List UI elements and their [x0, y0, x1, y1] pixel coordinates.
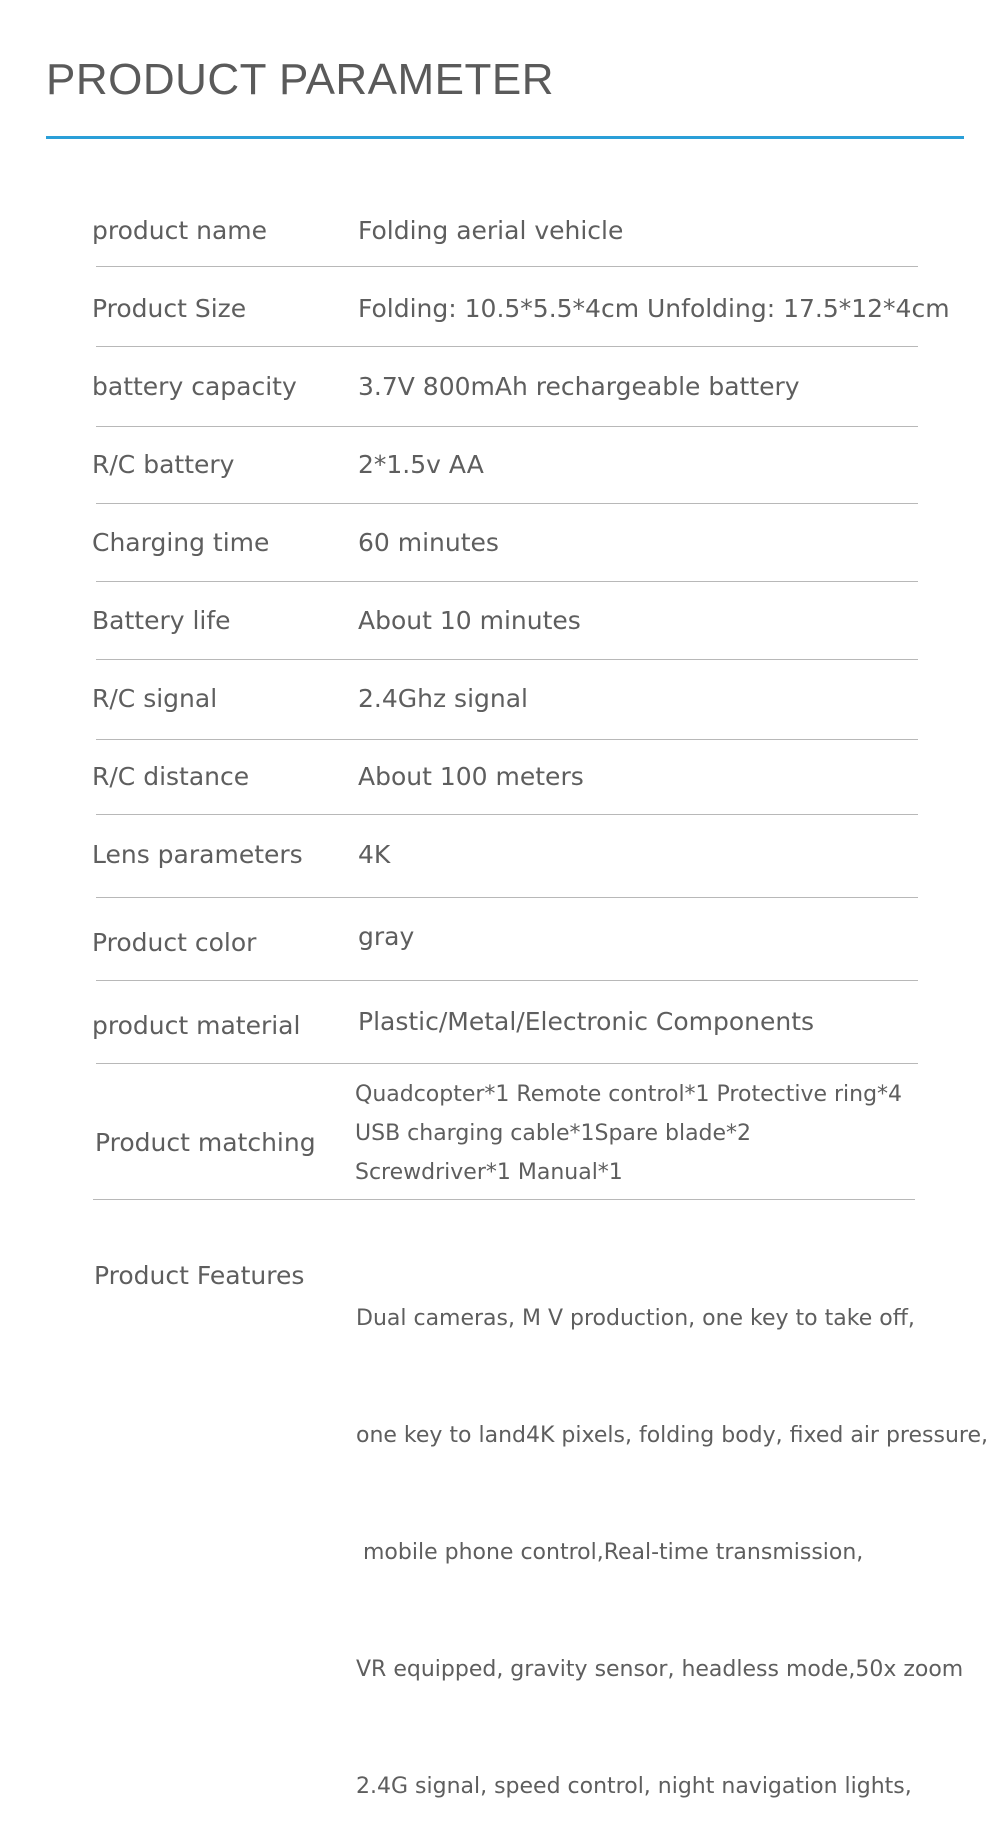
param-label-product-material: product material	[92, 1011, 301, 1040]
features-line: one key to land4K pixels, folding body, fixed air pressure,	[356, 1423, 988, 1448]
param-label-product-matching: Product matching	[95, 1128, 316, 1157]
row-divider	[96, 426, 918, 427]
param-label-product-size: Product Size	[92, 294, 247, 323]
param-value-rc-distance: About 100 meters	[358, 762, 584, 791]
row-divider	[96, 1063, 918, 1064]
param-value-product-name: Folding aerial vehicle	[358, 216, 624, 245]
param-value-charging-time: 60 minutes	[358, 528, 499, 557]
row-divider	[96, 503, 918, 504]
page-title: PRODUCT PARAMETER	[46, 55, 555, 104]
row-divider	[96, 980, 918, 981]
row-divider	[96, 346, 918, 347]
row-divider	[96, 897, 918, 898]
param-label-charging-time: Charging time	[92, 528, 270, 557]
row-divider	[96, 814, 918, 815]
param-value-rc-signal: 2.4Ghz signal	[358, 684, 528, 713]
param-value-rc-battery: 2*1.5v AA	[358, 450, 484, 479]
row-divider	[96, 739, 918, 740]
features-line: 2.4G signal, speed control, night navigation lights,	[356, 1774, 912, 1799]
matching-line: USB charging cable*1Spare blade*2	[355, 1121, 752, 1146]
features-line: mobile phone control,Real-time transmission,	[356, 1540, 864, 1565]
param-label-battery-life: Battery life	[92, 606, 231, 635]
row-divider	[96, 659, 918, 660]
param-value-product-size: Folding: 10.5*5.5*4cm Unfolding: 17.5*12*4cm	[358, 294, 950, 323]
param-label-product-color: Product color	[92, 928, 257, 957]
row-divider	[96, 581, 918, 582]
row-divider	[96, 266, 918, 267]
features-line: Dual cameras, M V production, one key to take off,	[356, 1306, 915, 1331]
param-value-battery-life: About 10 minutes	[358, 606, 581, 635]
param-value-battery-capacity: 3.7V 800mAh rechargeable battery	[358, 372, 800, 401]
param-label-product-features: Product Features	[94, 1261, 305, 1290]
param-value-product-material: Plastic/Metal/Electronic Components	[358, 1007, 815, 1036]
param-label-rc-signal: R/C signal	[92, 684, 218, 713]
matching-line: Screwdriver*1 Manual*1	[355, 1160, 623, 1185]
matching-line: Quadcopter*1 Remote control*1 Protective ring*4	[355, 1082, 903, 1107]
title-divider	[46, 136, 964, 139]
row-divider	[93, 1199, 915, 1200]
param-value-lens-parameters: 4K	[358, 840, 391, 869]
features-line: VR equipped, gravity sensor, headless mode,50x zoom	[356, 1657, 964, 1682]
param-value-product-color: gray	[358, 922, 415, 951]
param-label-rc-distance: R/C distance	[92, 762, 250, 791]
param-label-lens-parameters: Lens parameters	[92, 840, 303, 869]
param-label-rc-battery: R/C battery	[92, 450, 235, 479]
param-label-battery-capacity: battery capacity	[92, 372, 297, 401]
param-value-product-features	[356, 1221, 988, 1845]
param-label-product-name: product name	[92, 216, 267, 245]
param-value-product-matching	[355, 1075, 902, 1192]
